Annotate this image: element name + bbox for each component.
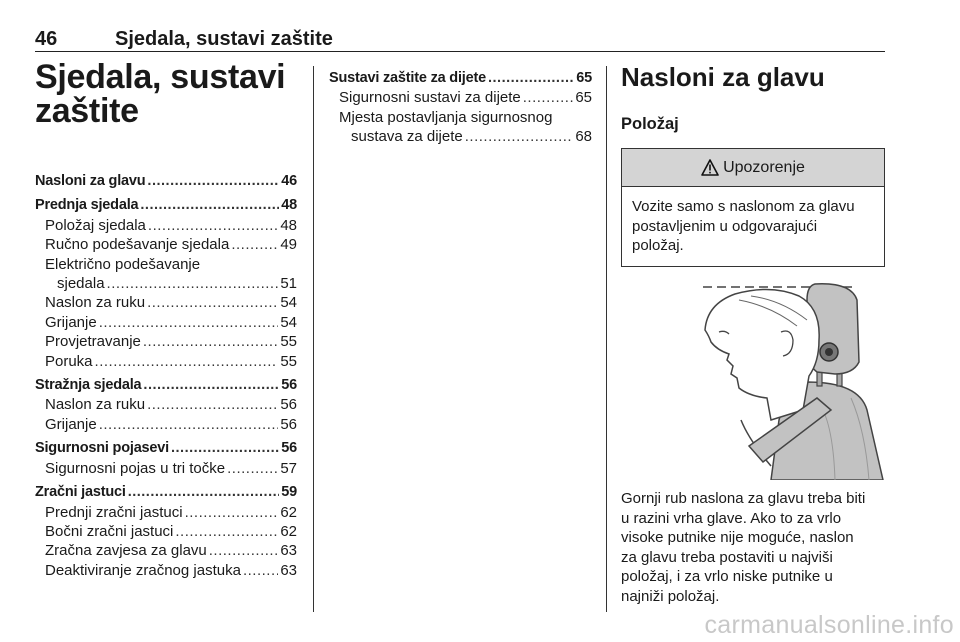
toc-entry[interactable]: sustava za dijete ..... 68 [329, 127, 592, 146]
toc-entry[interactable]: Provjetravanje ..... 55 [35, 332, 297, 351]
warning-heading: Upozorenje [723, 158, 805, 176]
warning-triangle-icon [701, 159, 719, 176]
toc-column-1 [35, 60, 297, 580]
section-subtitle: Položaj [621, 115, 679, 133]
warning-box [621, 148, 885, 267]
running-title: Sjedala, sustavi zaštite [115, 28, 333, 50]
toc-entry[interactable]: Poruka ..... 55 [35, 352, 297, 371]
toc-entry-text: Mjesta postavljanja sigurnosnog [339, 108, 553, 126]
toc-entry[interactable]: sjedala ..... 51 [35, 274, 297, 293]
toc-entry[interactable]: Sigurnosni pojasevi ..... 56 [35, 439, 297, 458]
toc-entry[interactable]: Naslon za ruku ..... 54 [35, 293, 297, 312]
chapter-title: Sjedala, sustavi zaštite [35, 58, 286, 130]
toc-column-2 [329, 69, 592, 147]
toc-entry[interactable]: Naslon za ruku ..... 56 [35, 395, 297, 414]
warning-header [622, 149, 884, 187]
page-header [35, 28, 885, 52]
toc-entry[interactable]: Prednja sjedala ..... 48 [35, 196, 297, 215]
toc-entry[interactable]: Ručno podešavanje sjedala ..... 49 [35, 235, 297, 254]
warning-text: Vozite samo s naslonom za glavu postavljenim u odgovarajući položaj. [632, 198, 855, 254]
toc-entry[interactable]: Deaktiviranje zračnog jastuka ..... 63 [35, 561, 297, 580]
toc-entry[interactable]: Zračni jastuci ..... 59 [35, 483, 297, 502]
toc-entry[interactable]: Stražnja sjedala ..... 56 [35, 376, 297, 395]
toc-entry[interactable]: Položaj sjedala ..... 48 [35, 216, 297, 235]
toc-entry-text: Električno podešavanje [45, 255, 201, 273]
head-restraint-drawing [621, 270, 885, 480]
column-divider-2 [606, 66, 607, 612]
content-column [621, 62, 885, 267]
section-title: Nasloni za glavu [621, 62, 825, 92]
body-paragraph: Gornji rub naslona za glavu treba biti u razini vrha glave. Ako to za vrlo visoke putnike nije moguće, naslon za glavu treba postaviti u najviši položaj, i za vrlo niske putnike u najniži položaj. [621, 490, 866, 605]
toc-entry[interactable]: Grijanje ..... 56 [35, 415, 297, 434]
page-number: 46 [35, 28, 58, 50]
toc-entry[interactable]: Sigurnosni pojas u tri točke ..... 57 [35, 459, 297, 478]
column-divider-1 [313, 66, 314, 612]
toc-entry[interactable]: Prednji zračni jastuci ..... 62 [35, 503, 297, 522]
toc-entry[interactable]: Sustavi zaštite za dijete ..... 65 [329, 69, 592, 88]
toc-entry[interactable]: Nasloni za glavu ..... 46 [35, 172, 297, 191]
toc-entry[interactable]: Sigurnosni sustavi za dijete ..... 65 [329, 88, 592, 107]
toc-entry[interactable]: Zračna zavjesa za glavu ..... 63 [35, 541, 297, 560]
head-restraint-illustration [621, 270, 885, 480]
toc-entry[interactable]: Grijanje ..... 54 [35, 313, 297, 332]
toc-entry[interactable]: Bočni zračni jastuci ..... 62 [35, 522, 297, 541]
watermark: carmanualsonline.info [704, 611, 954, 639]
